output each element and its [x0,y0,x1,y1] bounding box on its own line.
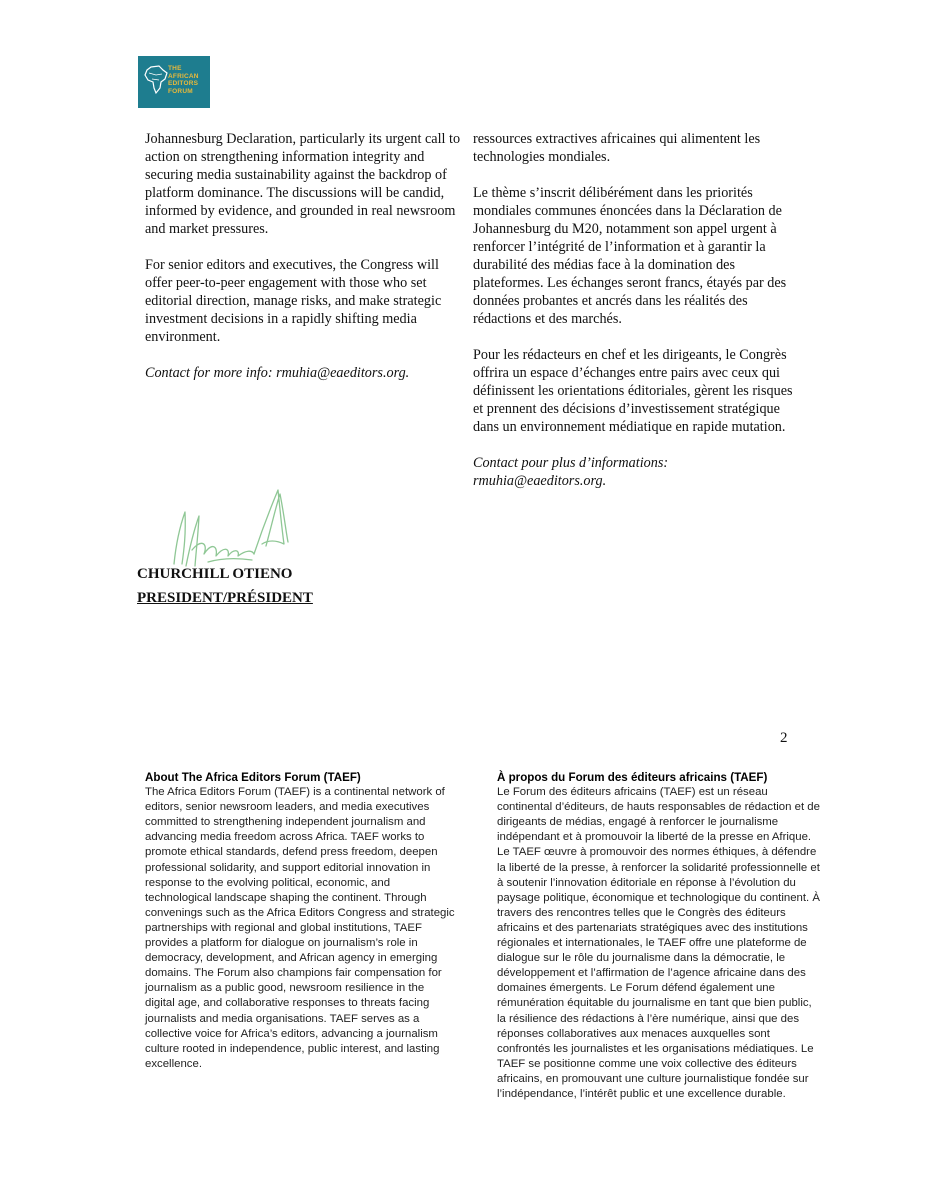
about-section-french [497,770,823,1102]
logo-line: THE [168,65,182,72]
contact-line: Contact pour plus d’informations: rmuhia@eaeditors.org. [473,455,669,489]
about-heading: À propos du Forum des éditeurs africains (TAEF) [497,771,768,784]
about-body: Le Forum des éditeurs africains (TAEF) est un réseau continental d’éditeurs, de hauts responsables de rédaction et de dirigeants de médias, engagé à renforcer le journalisme indépendant et à promouvoir la liberté de la presse en Afrique. Le TAEF œuvre à promouvoir des normes éthiques, à défendre la liberté de la presse, à renforcer la solidarité professionnelle et à soutenir l’innovation éditoriale en réponse à l’évolution du paysage politique, économique et technologique du continent. À travers des rencontres telles que le Congrès des éditeurs africains et des partenariats stratégiques avec des institutions régionales et internationales, le TAEF offre une plateforme de dialogue sur le rôle du journalisme dans la démocratie, le développement et l’affirmation de l’agence africaine dans des domaines émergents. Le Forum défend également une rémunération équitable du journalisme en tant que bien public, la résilience des rédactions à l’ère numérique, ainsi que des réponses collaboratives aux menaces auxquelles sont confrontés les journalistes et les organisations médiatiques. Le TAEF se positionne comme une voix collective des éditeurs africains, en promouvant une culture journalistique fondée sur l’indépendance, l’intérêt public et une excellence durable. [497,786,820,1100]
contact-line: Contact for more info: rmuhia@eaeditors.org. [145,365,410,381]
logo-line: AFRICAN [168,72,199,80]
signature-image [168,484,293,570]
signatory-title: PRESIDENT/PRÉSIDENT [137,590,313,606]
about-heading: About The Africa Editors Forum (TAEF) [145,771,361,784]
signatory-name: CHURCHILL OTIENO [137,566,293,582]
paragraph: Pour les rédacteurs en chef et les dirigeants, le Congrès offrira un espace d’échanges entre pairs avec ceux qui définissent les orientations éditoriales, gèrent les risques et prennent des décisions d’investissement stratégique dans un environnement médiatique en rapide mutation. [473,347,793,435]
logo-line: EDITORS [168,80,199,87]
logo-line: FORUM [168,87,193,95]
paragraph: Johannesburg Declaration, particularly its urgent call to action on strengthening information integrity and securing media sustainability against the backdrop of platform dominance. The discussions will be candid, informed by evidence, and grounded in real newsroom and market pressures. [145,131,461,237]
logo-wordmark [168,65,199,95]
french-column [473,130,793,508]
about-body: The Africa Editors Forum (TAEF) is a continental network of editors, senior newsroom leaders, and media executives committed to strengthening independent journalism and advancing media freedom across Africa. TAEF works to promote ethical standards, defend press freedom, deepen professional solidarity, and support editorial innovation in response to the evolving political, economic, and technological landscape shaping the continent. Through convenings such as the Africa Editors Congress and strategic partnerships with regional and global institutions, TAEF provides a platform for dialogue on journalism’s role in democracy, development, and African agency in emerging domains. The Forum also champions fair compensation for journalism as a public good, newsroom resilience in the digital age, and collaborative responses to threats facing journalists and media organisations. TAEF serves as a collective voice for Africa’s editors, advancing a journalism culture rooted in independence, public interest, and lasting excellence. [145,786,455,1070]
paragraph: ressources extractives africaines qui alimentent les technologies mondiales. [473,131,761,165]
english-column [145,130,465,400]
page-number: 2 [780,730,788,746]
paragraph: For senior editors and executives, the Congress will offer peer-to-peer engagement with those who set editorial direction, manage risks, and make strategic investment decisions in a rapidly shifting media environment. [145,257,442,345]
about-section-english [145,770,457,1072]
africa-map-icon [144,65,168,95]
taef-logo [138,56,210,108]
paragraph: Le thème s’inscrit délibérément dans les priorités mondiales communes énoncées dans la Déclaration de Johannesburg du M20, notamment son appel urgent à renforcer l’intégrité de l’information et à garantir la durabilité des médias face à la domination des plateformes. Les échanges seront francs, étayés par des données probantes et ancrés dans les réalités des rédactions et des marchés. [473,185,787,327]
